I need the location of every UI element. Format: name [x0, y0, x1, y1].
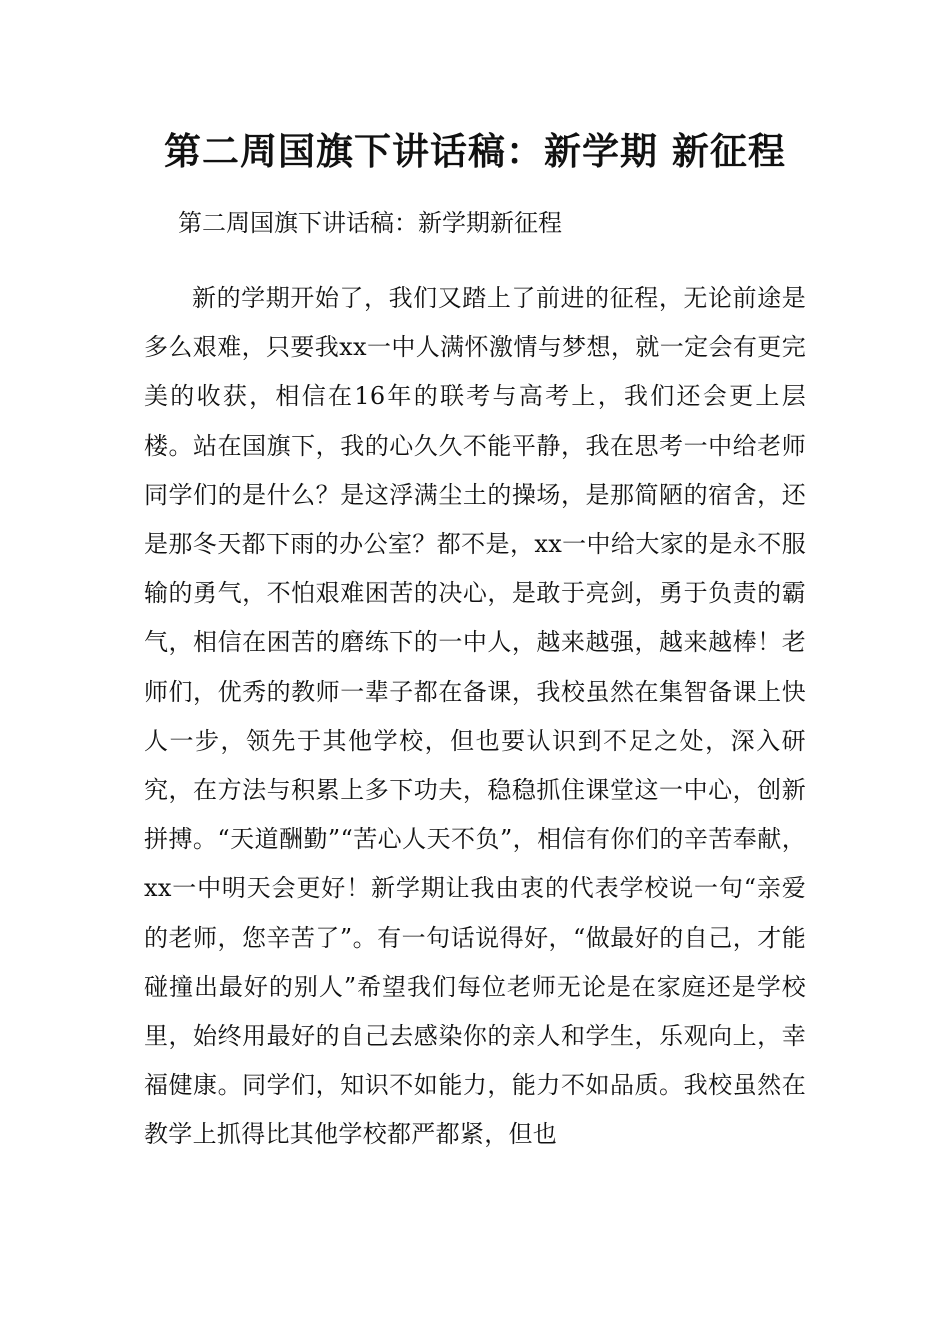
- body-paragraph: 新的学期开始了，我们又踏上了前进的征程，无论前途是多么艰难，只要我xx一中人满怀激情与梦想，就一定会有更完美的收获，相信在16年的联考与高考上，我们还会更上层楼。站在国旗下，我的心久久不能平静，我在思考一中给老师同学们的是什么？是这浮满尘土的操场，是那简陋的宿舍，还是那冬天都下雨的办公室？都不是，xx一中给大家的是永不服输的勇气，不怕艰难困苦的决心，是敢于亮剑，勇于负责的霸气，相信在困苦的磨练下的一中人，越来越强，越来越棒！老师们，优秀的教师一辈子都在备课，我校虽然在集智备课上快人一步，领先于其他学校，但也要认识到不足之处，深入研究，在方法与积累上多下功夫，稳稳抓住课堂这一中心，创新拼搏。“天道酬勤”“苦心人天不负”，相信有你们的辛苦奉献，xx一中明天会更好！新学期让我由衷的代表学校说一句“亲爱的老师，您辛苦了”。有一句话说得好，“做最好的自己，才能碰撞出最好的别人”希望我们每位老师无论是在家庭还是学校里，始终用最好的自己去感染你的亲人和学生，乐观向上，幸福健康。同学们，知识不如能力，能力不如品质。我校虽然在教学上抓得比其他学校都严都紧，但也: [144, 284, 806, 1149]
- document-title: 第二周国旗下讲话稿：新学期 新征程: [164, 130, 786, 173]
- document-subtitle: 第二周国旗下讲话稿：新学期新征程: [178, 209, 562, 237]
